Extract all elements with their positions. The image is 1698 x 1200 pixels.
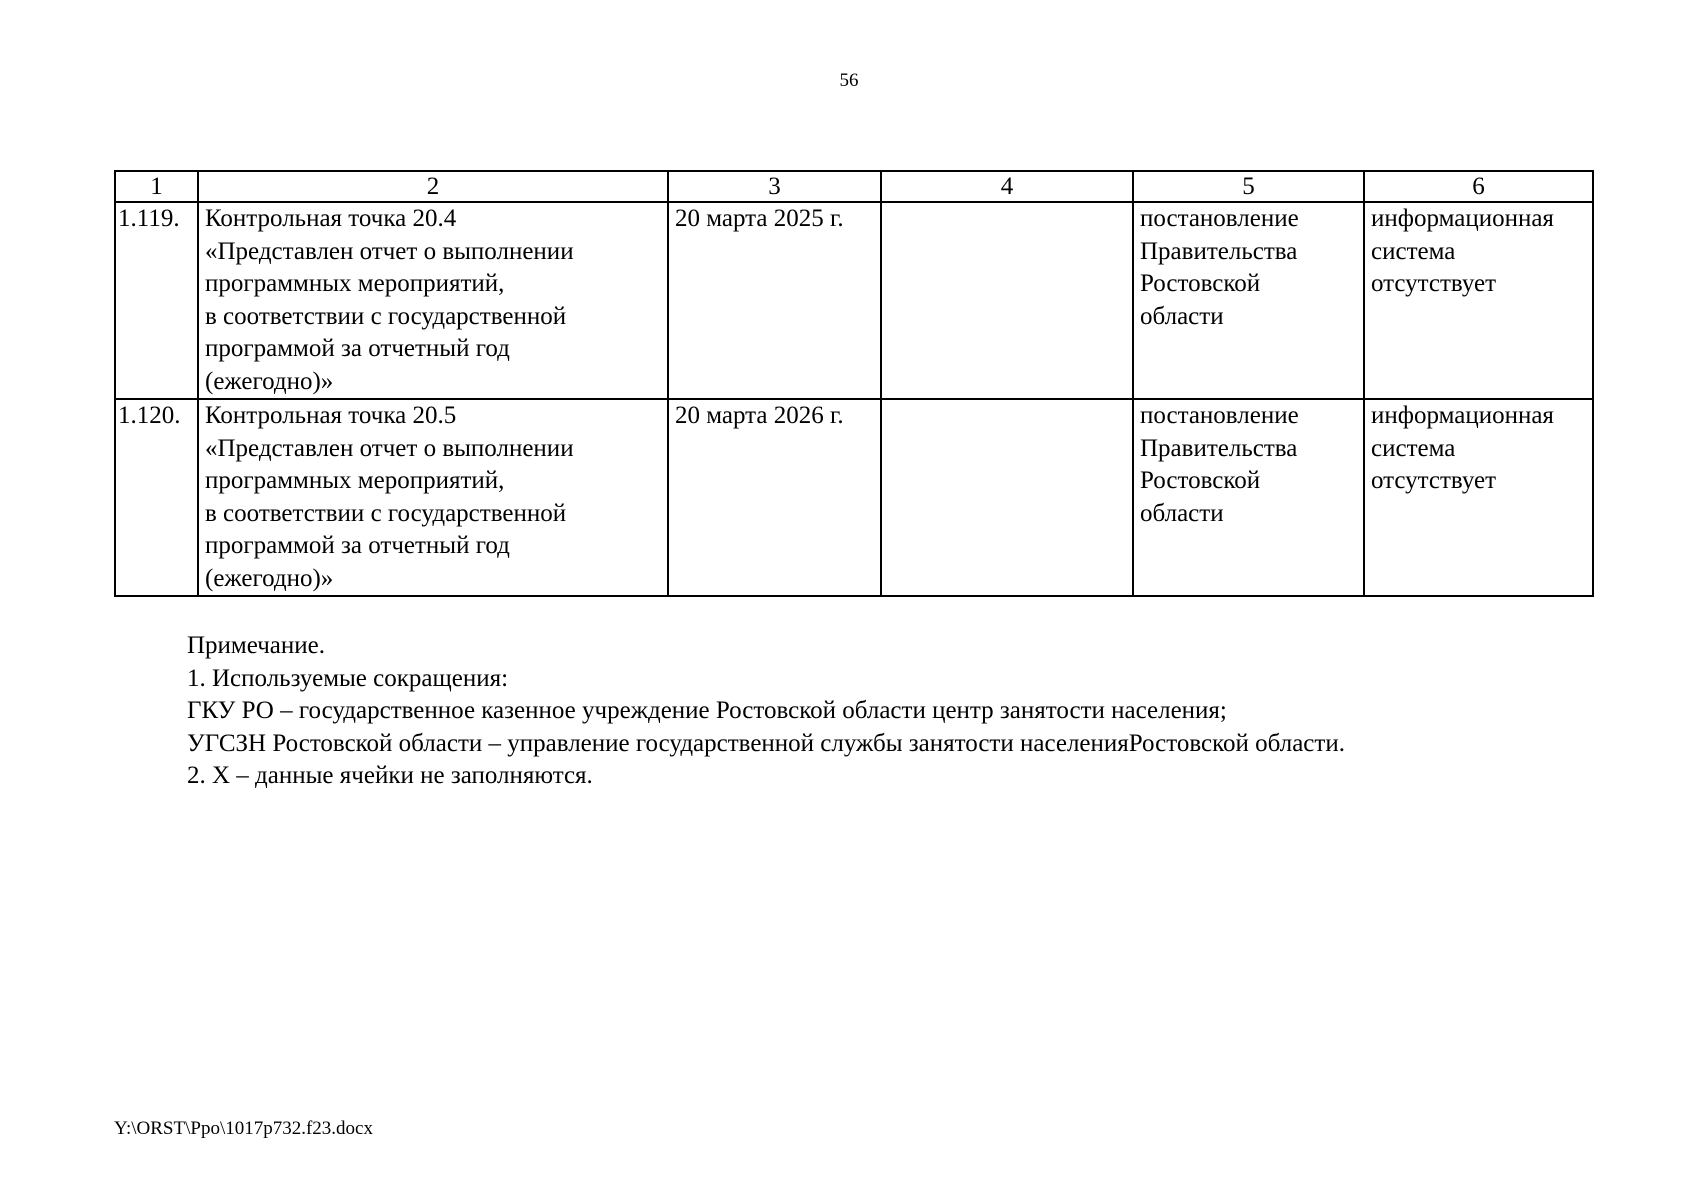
note-line: ГКУ РО – государственное казенное учреждение Ростовской области центр занятости населения;: [187, 697, 1227, 724]
row-number: 1.120.: [115, 399, 198, 596]
column-header-5: 5: [1133, 171, 1364, 202]
column-header-4: 4: [881, 171, 1133, 202]
empty-cell: [881, 399, 1133, 596]
control-points-table: [114, 170, 1594, 597]
deadline-date: 20 марта 2025 г.: [668, 202, 881, 399]
column-header-2: 2: [198, 171, 668, 202]
column-header-1: 1: [115, 171, 198, 202]
information-system: информационная система отсутствует: [1364, 399, 1593, 596]
information-system: информационная система отсутствует: [1364, 202, 1593, 399]
table-row: [115, 202, 1593, 399]
table-header-row: [115, 171, 1593, 202]
file-path-footer: Y:\ORST\Ppo\1017p732.f23.docx: [114, 1118, 373, 1139]
column-header-6: 6: [1364, 171, 1593, 202]
table-row: [115, 399, 1593, 596]
page-number: 56: [839, 70, 859, 91]
control-point-description: Контрольная точка 20.4 «Представлен отчет о выполнении программных мероприятий, в соответствии с государственной программой за отчетный год (ежегодно)»: [198, 202, 668, 399]
control-point-description: Контрольная точка 20.5 «Представлен отчет о выполнении программных мероприятий, в соответствии с государственной программой за отчетный год (ежегодно)»: [198, 399, 668, 596]
note-line: 1. Используемые сокращения:: [187, 664, 509, 692]
deadline-date: 20 марта 2026 г.: [668, 399, 881, 596]
note-line: 2. Х – данные ячейки не заполняются.: [187, 762, 593, 789]
notes-heading: Примечание.: [187, 632, 326, 659]
notes-section: [187, 630, 1637, 793]
confirming-document: постановление Правительства Ростовской области: [1133, 202, 1364, 399]
empty-cell: [881, 202, 1133, 399]
column-header-3: 3: [668, 171, 881, 202]
confirming-document: постановление Правительства Ростовской области: [1133, 399, 1364, 596]
note-line: УГСЗН Ростовской области – управление государственной службы занятости населенияРостовской области.: [187, 729, 1345, 757]
row-number: 1.119.: [115, 202, 198, 399]
